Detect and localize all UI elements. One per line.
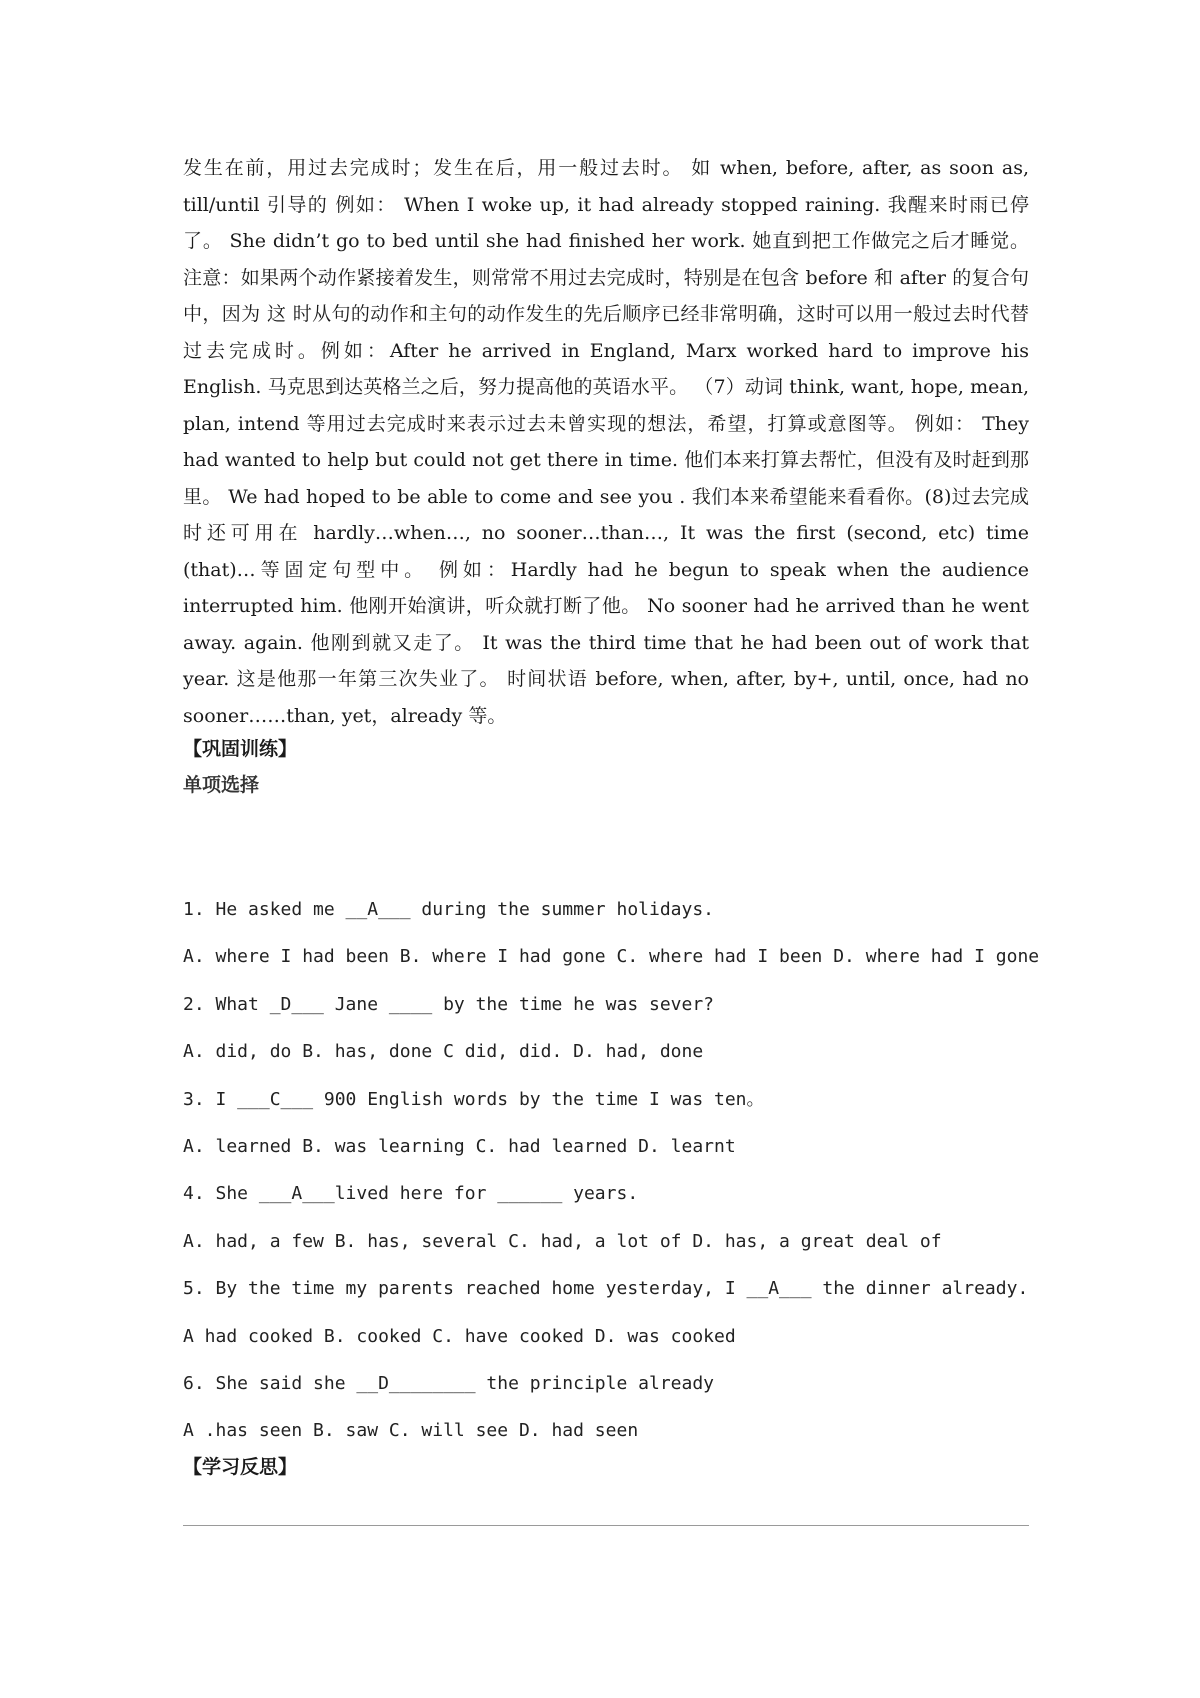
question-3: 3. I ___C___ 900 English words by the time I was ten。 xyxy=(183,1088,765,1110)
reflection-answer-line xyxy=(183,1525,1029,1526)
grammar-explanation-paragraph: 发生在前，用过去完成时；发生在后，用一般过去时。 如 when, before, after, as soon as, till/until 引导的 例如： When I woke up, it had already stopped raining. 我醒来时雨已停了。 She didn’t go to bed until she had finished her work. 她直到把工作做完之后才睡觉。 注意：如果两个动作紧接着发生，则常常不用过去完成时，特别是在包含 before 和 after 的复合句中，因为 这 时从句的动作和主句的动作发生的先后顺序已经非常明确，这时可以用一般过去时代替过去完成时。例如：After he arrived in England, Marx worked hard to improve his English. 马克思到达英格兰之后，努力提高他的英语水平。 （7）动词 think, want, hope, mean, plan, intend 等用过去完成时来表示过去未曾实现的想法，希望，打算或意图等。 例如： They had wanted to help but could not get there in time. 他们本来打算去帮忙，但没有及时赶到那里。 We had hoped to be able to come and see you . 我们本来希望能来看看你。(8)过去完成时还可用在 hardly…when…, no sooner…than…, It was the first (second, etc) time (that)…等固定句型中。 例如：Hardly had he begun to speak when the audience interrupted him. 他刚开始演讲，听众就打断了他。 No sooner had he arrived than he went away. again. 他刚到就又走了。 It was the third time that he had been out of work that year. 这是他那一年第三次失业了。 时间状语 before, when, after, by+, until, once, had no sooner……than, yet，already 等。 xyxy=(183,157,1029,727)
options-4: A. had, a few B. has, several C. had, a lot of D. has, a great deal of xyxy=(183,1230,942,1252)
practice-section-subtitle: 单项选择 xyxy=(183,774,260,796)
question-6: 6. She said she __D________ the principle already xyxy=(183,1373,715,1395)
options-3: A. learned B. was learning C. had learned D. learnt xyxy=(183,1136,736,1158)
options-6: A .has seen B. saw C. will see D. had seen xyxy=(183,1420,639,1442)
question-2: 2. What _D___ Jane ____ by the time he was sever? xyxy=(183,993,715,1015)
options-5: A had cooked B. cooked C. have cooked D. was cooked xyxy=(183,1325,736,1347)
reflection-section-title: 【学习反思】 xyxy=(183,1456,298,1478)
exercise-list xyxy=(183,886,1040,1455)
question-1: 1. He asked me __A___ during the summer holidays. xyxy=(183,899,715,920)
options-1: A. where I had been B. where I had gone C. where had I been D. where had I gone xyxy=(183,946,1040,968)
question-4: 4. She ___A___lived here for ______ years. xyxy=(183,1183,639,1205)
options-2: A. did, do B. has, done C did, did. D. had, done xyxy=(183,1041,704,1063)
question-5: 5. By the time my parents reached home yesterday, I __A___ the dinner already. xyxy=(183,1278,1029,1300)
practice-section-title: 【巩固训练】 xyxy=(183,738,298,760)
